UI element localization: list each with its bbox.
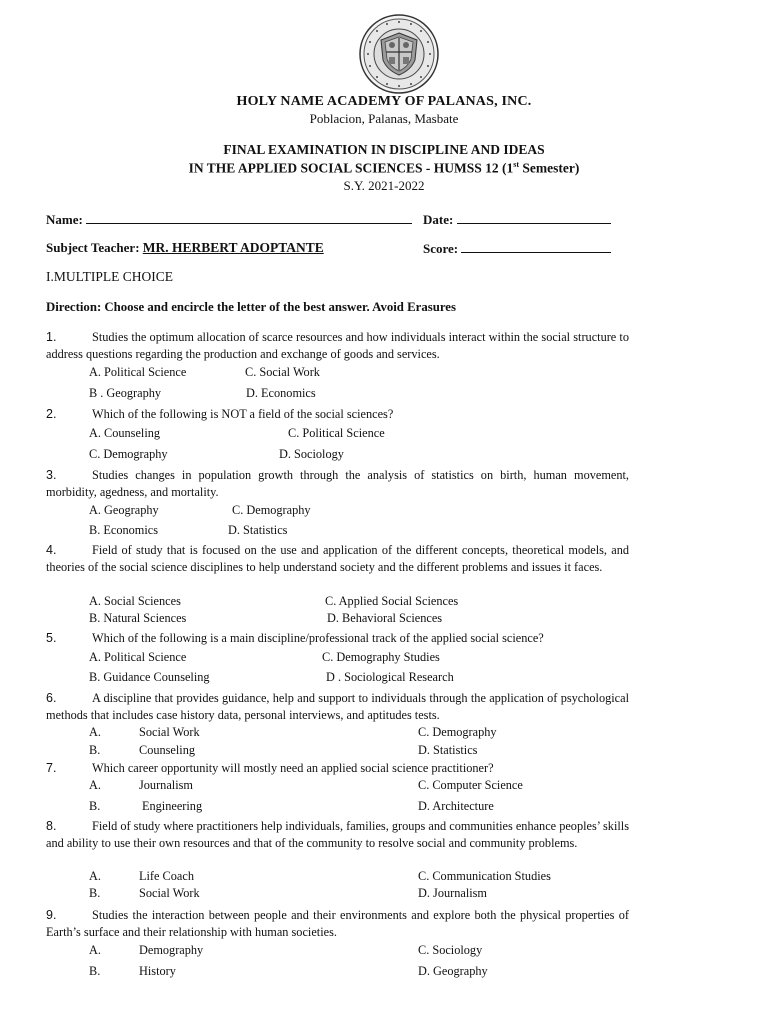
- name-row: [46, 211, 412, 228]
- option-7b-letter[interactable]: B.: [89, 799, 101, 813]
- option-4b[interactable]: B. Natural Sciences: [89, 611, 187, 625]
- option-2a[interactable]: A. Counseling: [89, 426, 161, 440]
- option-7a[interactable]: Journalism: [139, 778, 193, 792]
- school-name: HOLY NAME ACADEMY OF PALANAS, INC.: [236, 94, 532, 109]
- option-2c[interactable]: C. Political Science: [288, 426, 385, 440]
- question-6: [46, 690, 629, 724]
- name-field[interactable]: [86, 211, 412, 224]
- date-label: Date:: [423, 212, 454, 227]
- question-4: [46, 542, 629, 576]
- question-text: Studies the interaction between people and their environments and explore both the physical properties of Earth’s surface and their relationship with human societies.: [46, 908, 629, 940]
- option-9b-letter[interactable]: B.: [89, 964, 101, 978]
- option-3d[interactable]: D. Statistics: [228, 523, 288, 537]
- option-9a-letter[interactable]: A.: [89, 943, 101, 957]
- option-5d[interactable]: D . Sociological Research: [326, 670, 454, 684]
- question-number: 7.: [46, 761, 57, 775]
- question-9: [46, 907, 629, 941]
- option-5a[interactable]: A. Political Science: [89, 650, 187, 664]
- option-2c-second[interactable]: C. Demography: [89, 447, 168, 461]
- score-row: [423, 240, 611, 257]
- option-8d[interactable]: D. Journalism: [418, 886, 487, 900]
- option-8b[interactable]: Social Work: [139, 886, 200, 900]
- question-number: 5.: [46, 631, 57, 645]
- option-6c[interactable]: C. Demography: [418, 725, 497, 739]
- exam-title-line1: FINAL EXAMINATION IN DISCIPLINE AND IDEAS: [223, 142, 545, 157]
- option-2d[interactable]: D. Sociology: [279, 447, 344, 461]
- question-number: 1.: [46, 330, 57, 344]
- option-1d[interactable]: D. Economics: [246, 386, 316, 400]
- question-number: 2.: [46, 407, 57, 421]
- option-3b[interactable]: B. Economics: [89, 523, 158, 537]
- question-text: Field of study that is focused on the use and application of the different concepts, theoretical models, and theories of the social science disciplines to help understand society and the different problems and issues it faces.: [46, 543, 629, 575]
- option-6d[interactable]: D. Statistics: [418, 743, 478, 757]
- school-year: S.Y. 2021-2022: [343, 178, 425, 193]
- option-5b[interactable]: B. Guidance Counseling: [89, 670, 210, 684]
- question-text: Which of the following is NOT a field of the social sciences?: [92, 407, 394, 421]
- option-5c[interactable]: C. Demography Studies: [322, 650, 440, 664]
- exam-title-line2: IN THE APPLIED SOCIAL SCIENCES - HUMSS 12 (1st Semester): [188, 160, 580, 176]
- school-address: Poblacion, Palanas, Masbate: [309, 111, 459, 126]
- question-number: 6.: [46, 691, 57, 705]
- teacher-name: MR. HERBERT ADOPTANTE: [142, 240, 324, 255]
- option-9b[interactable]: History: [139, 964, 176, 978]
- option-1a[interactable]: A. Political Science: [89, 365, 187, 379]
- option-4d[interactable]: D. Behavioral Sciences: [327, 611, 443, 625]
- date-row: [423, 211, 611, 228]
- score-field[interactable]: [461, 240, 611, 253]
- option-6a-letter[interactable]: A.: [89, 725, 101, 739]
- question-text: Which career opportunity will mostly need an applied social science practitioner?: [92, 761, 494, 775]
- question-number: 8.: [46, 819, 57, 833]
- teacher-row: [46, 240, 324, 256]
- option-6b[interactable]: Counseling: [139, 743, 196, 757]
- question-number: 9.: [46, 908, 57, 922]
- question-text: A discipline that provides guidance, help and support to individuals through the application of psychological methods that includes case history data, personal interviews, and aptitudes tests.: [46, 691, 629, 723]
- direction-text: Direction: Choose and encircle the letter of the best answer. Avoid Erasures: [46, 300, 456, 314]
- option-9a[interactable]: Demography: [139, 943, 204, 957]
- question-text: Studies changes in population growth through the analysis of statistics on birth, human movement, morbidity, agedness, and mortality.: [46, 468, 629, 500]
- option-8a-letter[interactable]: A.: [89, 869, 101, 883]
- question-number: 4.: [46, 543, 57, 557]
- option-3c[interactable]: C. Demography: [232, 503, 311, 517]
- date-field[interactable]: [457, 211, 611, 224]
- option-7d[interactable]: D. Architecture: [418, 799, 494, 813]
- teacher-label: Subject Teacher:: [46, 240, 140, 255]
- option-1c[interactable]: C. Social Work: [245, 365, 320, 379]
- option-6b-letter[interactable]: B.: [89, 743, 101, 757]
- option-8a[interactable]: Life Coach: [139, 869, 194, 883]
- option-7b[interactable]: Engineering: [142, 799, 203, 813]
- option-7a-letter[interactable]: A.: [89, 778, 101, 792]
- option-3a[interactable]: A. Geography: [89, 503, 159, 517]
- name-label: Name:: [46, 212, 83, 227]
- option-9d[interactable]: D. Geography: [418, 964, 488, 978]
- question-2: [46, 406, 629, 423]
- option-1b[interactable]: B . Geography: [89, 386, 162, 400]
- question-text: Field of study where practitioners help individuals, families, groups and communities enhance peoples’ skills and ability to use their own resources and that of the community to resolve social and community problems.: [46, 819, 629, 851]
- question-number: 3.: [46, 468, 57, 482]
- section-title: I.MULTIPLE CHOICE: [46, 269, 173, 284]
- question-3: [46, 467, 629, 501]
- question-1: [46, 329, 629, 363]
- question-7: [46, 760, 629, 777]
- question-8: [46, 818, 629, 852]
- question-5: [46, 630, 629, 647]
- question-text: Studies the optimum allocation of scarce resources and how individuals interact within the social structure to address questions regarding the production and exchange of goods and services.: [46, 330, 629, 362]
- option-8b-letter[interactable]: B.: [89, 886, 101, 900]
- score-label: Score:: [423, 241, 459, 256]
- option-4c[interactable]: C. Applied Social Sciences: [325, 594, 459, 608]
- option-9c[interactable]: C. Sociology: [418, 943, 483, 957]
- option-7c[interactable]: C. Computer Science: [418, 778, 523, 792]
- school-seal-icon: [359, 14, 439, 94]
- option-4a[interactable]: A. Social Sciences: [89, 594, 181, 608]
- option-6a[interactable]: Social Work: [139, 725, 200, 739]
- option-8c[interactable]: C. Communication Studies: [418, 869, 551, 883]
- question-text: Which of the following is a main discipline/professional track of the applied social science?: [92, 631, 544, 645]
